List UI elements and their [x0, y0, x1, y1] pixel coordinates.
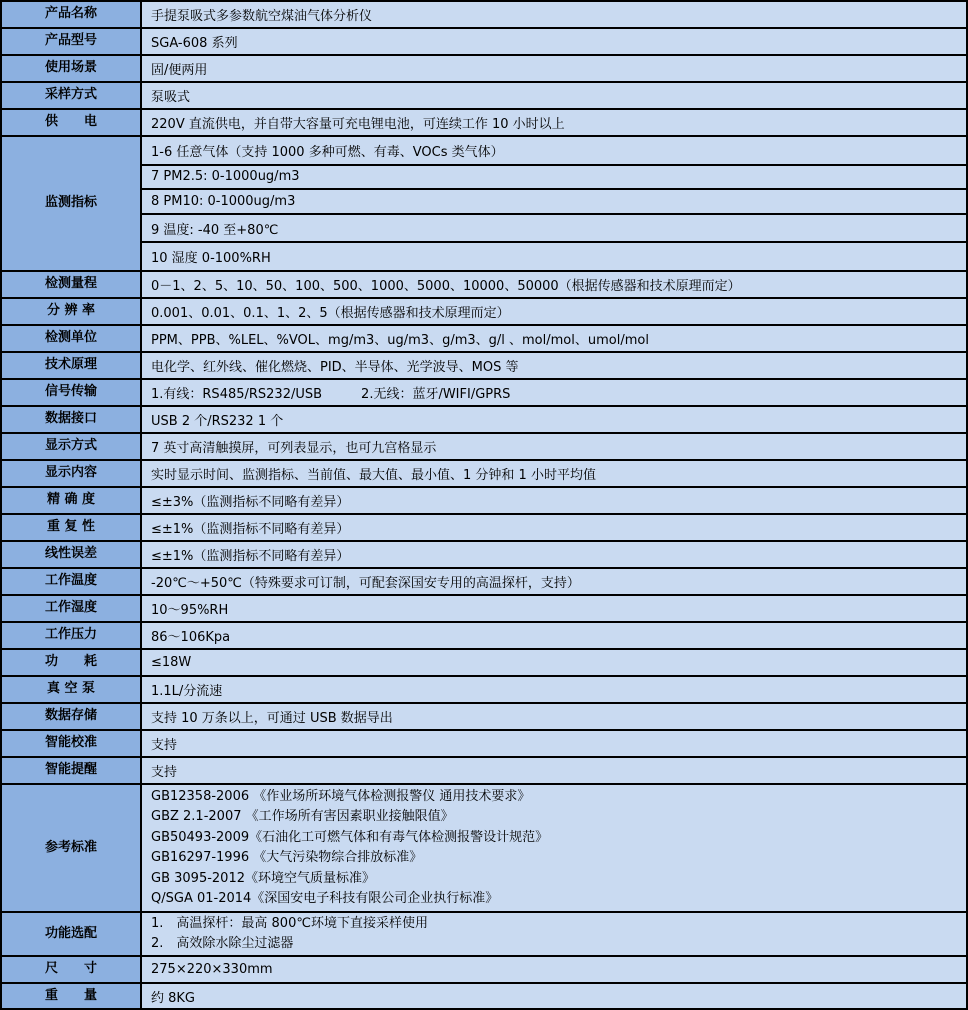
spec-row-linearity-error [2, 542, 966, 569]
spec-label-usage-scene: 使用场景 [2, 56, 142, 81]
spec-label-accuracy: 精 确 度 [2, 488, 142, 513]
spec-label-product-model: 产品型号 [2, 29, 142, 54]
spec-label-vacuum-pump: 真 空 泵 [2, 677, 142, 702]
spec-value-data-interface: USB 2 个/RS232 1 个 [142, 407, 966, 432]
spec-row-smart-calibrate [2, 731, 966, 758]
spec-row-smart-remind [2, 758, 966, 785]
spec-row-accuracy [2, 488, 966, 515]
spec-row-product-model [2, 29, 966, 56]
spec-value-product-name: 手提泵吸式多参数航空煤油气体分析仪 [142, 2, 966, 27]
spec-value-line-ref-standards-4: GB16297-1996 《大气污染物综合排放标准》 [151, 850, 423, 865]
spec-label-data-interface: 数据接口 [2, 407, 142, 432]
spec-label-tech-principle: 技术原理 [2, 353, 142, 378]
spec-subrow-monitor-index-4: 9 温度: -40 至+80℃ [142, 215, 966, 244]
spec-value-repeatability: ≤±1%（监测指标不同略有差异） [142, 515, 966, 540]
spec-label-work-humidity: 工作湿度 [2, 596, 142, 621]
spec-value-tech-principle: 电化学、红外线、催化燃烧、PID、半导体、光学波导、MOS 等 [142, 353, 966, 378]
spec-row-display-content [2, 461, 966, 488]
spec-value-work-pressure: 86～106Kpa [142, 623, 966, 648]
spec-value-work-temp: -20℃～+50℃（特殊要求可订制，可配套深国安专用的高温探杆，支持） [142, 569, 966, 594]
spec-value-accuracy: ≤±3%（监测指标不同略有差异） [142, 488, 966, 513]
spec-value-signal-transfer: 1.有线：RS485/RS232/USB 2.无线：蓝牙/WIFI/GPRS [142, 380, 966, 405]
spec-row-resolution [2, 299, 966, 326]
spec-label-power-consume: 功 耗 [2, 650, 142, 675]
spec-subrow-monitor-index-5: 10 湿度 0-100%RH [151, 251, 271, 267]
spec-value-display-mode: 7 英寸高清触摸屏，可列表显示，也可九宫格显示 [142, 434, 966, 459]
spec-value-sampling-method: 泵吸式 [142, 83, 966, 108]
spec-row-tech-principle [2, 353, 966, 380]
spec-value-smart-remind: 支持 [142, 758, 966, 783]
spec-value-vacuum-pump: 1.1L/分流速 [142, 677, 966, 702]
spec-label-ref-standards: 参考标准 [2, 785, 142, 911]
spec-value-line-optional-func-2: 2. 高效除水除尘过滤器 [151, 936, 294, 951]
spec-value-linearity-error: ≤±1%（监测指标不同略有差异） [142, 542, 966, 567]
spec-row-weight [2, 984, 966, 1008]
spec-label-detect-range: 检测量程 [2, 272, 142, 297]
spec-value-detect-range: 0－1、2、5、10、50、100、500、1000、5000、10000、50000（根据传感器和技术原理而定） [142, 272, 966, 297]
spec-label-sampling-method: 采样方式 [2, 83, 142, 108]
spec-value-optional-func [142, 913, 966, 955]
spec-label-resolution: 分 辨 率 [2, 299, 142, 324]
spec-row-product-name [2, 2, 966, 29]
spec-row-detect-unit [2, 326, 966, 353]
spec-row-display-mode [2, 434, 966, 461]
spec-row-power-consume [2, 650, 966, 677]
spec-label-smart-calibrate: 智能校准 [2, 731, 142, 756]
spec-label-product-name: 产品名称 [2, 2, 142, 27]
spec-label-work-pressure: 工作压力 [2, 623, 142, 648]
spec-label-repeatability: 重 复 性 [2, 515, 142, 540]
spec-label-optional-func: 功能选配 [2, 913, 142, 955]
spec-value-data-storage: 支持 10 万条以上，可通过 USB 数据导出 [142, 704, 966, 729]
spec-subrow-monitor-index-3: 8 PM10: 0-1000ug/m3 [142, 190, 966, 215]
spec-value-power-supply: 220V 直流供电，并自带大容量可充电锂电池，可连续工作 10 小时以上 [142, 110, 966, 135]
spec-label-dimensions: 尺 寸 [2, 957, 142, 982]
spec-value-line-ref-standards-6: Q/SGA 01-2014《深国安电子科技有限公司企业执行标准》 [151, 891, 499, 906]
spec-row-optional-func [2, 913, 966, 957]
spec-row-repeatability [2, 515, 966, 542]
spec-row-sampling-method [2, 83, 966, 110]
spec-value-product-model: SGA-608 系列 [142, 29, 966, 54]
spec-value-ref-standards [142, 785, 966, 911]
spec-label-display-mode: 显示方式 [2, 434, 142, 459]
spec-label-monitor-index: 监测指标 [2, 137, 142, 270]
spec-value-line-ref-standards-1: GB12358-2006 《作业场所环境气体检测报警仪 通用技术要求》 [151, 788, 531, 804]
spec-value-display-content: 实时显示时间、监测指标、当前值、最大值、最小值、1 分钟和 1 小时平均值 [142, 461, 966, 486]
spec-value-line-ref-standards-3: GB50493-2009《石油化工可燃气体和有毒气体检测报警设计规范》 [151, 829, 549, 845]
spec-label-linearity-error: 线性误差 [2, 542, 142, 567]
spec-value-weight: 约 8KG [142, 984, 966, 1008]
spec-row-data-interface [2, 407, 966, 434]
spec-value-line-ref-standards-2: GBZ 2.1-2007 《工作场所有害因素职业接触限值》 [151, 809, 454, 824]
spec-label-power-supply: 供 电 [2, 110, 142, 135]
spec-value-detect-unit: PPM、PPB、%LEL、%VOL、mg/m3、ug/m3、g/m3、g/l 、mol/mol、umol/mol [142, 326, 966, 351]
spec-row-work-humidity [2, 596, 966, 623]
spec-label-smart-remind: 智能提醒 [2, 758, 142, 783]
spec-row-usage-scene [2, 56, 966, 83]
spec-label-detect-unit: 检测单位 [2, 326, 142, 351]
spec-label-work-temp: 工作温度 [2, 569, 142, 594]
spec-label-signal-transfer: 信号传输 [2, 380, 142, 405]
spec-row-work-temp [2, 569, 966, 596]
spec-value-usage-scene: 固/便两用 [142, 56, 966, 81]
spec-value-power-consume: ≤18W [142, 650, 966, 675]
spec-value-line-optional-func-1: 1. 高温探杆：最高 800℃环境下直接采样使用 [151, 915, 428, 931]
spec-row-data-storage [2, 704, 966, 731]
spec-label-display-content: 显示内容 [2, 461, 142, 486]
spec-label-data-storage: 数据存储 [2, 704, 142, 729]
spec-subrow-monitor-index-2: 7 PM2.5: 0-1000ug/m3 [142, 166, 966, 191]
spec-subrow-monitor-index-1: 1-6 任意气体（支持 1000 多种可燃、有毒、VOCs 类气体） [142, 137, 966, 166]
spec-value-dimensions: 275×220×330mm [142, 957, 966, 982]
spec-row-power-supply [2, 110, 966, 137]
spec-label-weight: 重 量 [2, 984, 142, 1008]
spec-row-monitor-index [2, 137, 966, 272]
spec-row-vacuum-pump [2, 677, 966, 704]
spec-value-smart-calibrate: 支持 [142, 731, 966, 756]
spec-value-resolution: 0.001、0.01、0.1、1、2、5（根据传感器和技术原理而定） [142, 299, 966, 324]
spec-value-work-humidity: 10～95%RH [142, 596, 966, 621]
spec-group-values-monitor-index [142, 137, 966, 270]
spec-row-ref-standards [2, 785, 966, 913]
spec-row-dimensions [2, 957, 966, 984]
spec-row-signal-transfer [2, 380, 966, 407]
spec-row-work-pressure [2, 623, 966, 650]
spec-row-detect-range [2, 272, 966, 299]
spec-value-line-ref-standards-5: GB 3095-2012《环境空气质量标准》 [151, 870, 375, 886]
